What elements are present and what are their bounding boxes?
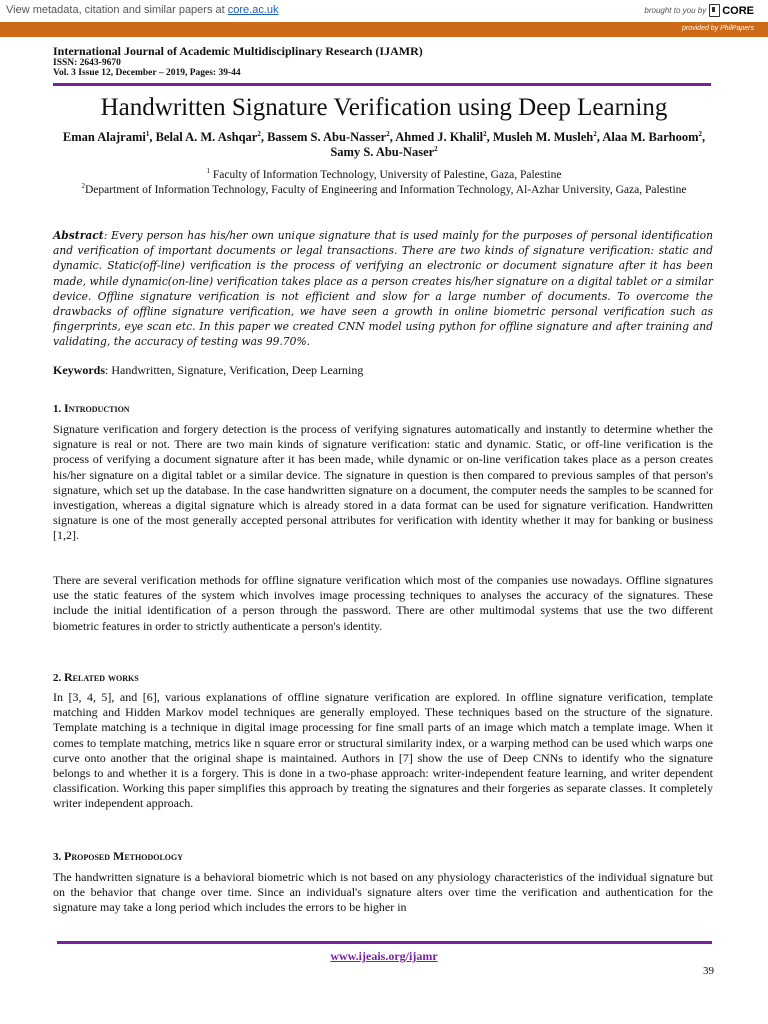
paragraph: The handwritten signature is a behavioral biometric which is not based on any physiology characteristics of the individual signature but on the behavior that change over time. Since an individual's signature alters over time the verification and authentication for the signature may take a long period which includes the errors to be higher in [53,870,713,915]
keywords-text: : Handwritten, Signature, Verification, Deep Learning [105,363,364,377]
journal-header [53,45,423,78]
author: Samy S. Abu-Naser$^2$ [330,144,438,159]
journal-issn: ISSN: 2643-9670 [53,58,121,68]
paragraph: There are several verification methods for offline signature verification which most of the companies use nowadays. Offline signatures use the static features of the system which involves image processing techniques to analyses the accuracy of the signatures. These include the initial identification of a person through the password. There are other multimodal systems that use the two different biometric features in order to strictly authenticate a person's identity. [53,573,713,633]
author: Ahmed J. Khalil$^2$, [395,129,493,144]
keywords-label: Keywords [53,363,105,377]
affiliation: $^2$Department of Information Technology, Faculty of Engineering and Information Technology, Al-Azhar University, Gaza, Palestine [81,182,687,196]
author: Musleh M. Musleh$^2$, [492,129,603,144]
abstract-label: Abstract [53,229,104,242]
author: Alaa M. Barhoom$^2$, [602,129,706,144]
section-heading-introduction: 1. Introduction [53,401,130,415]
footer-rule [57,941,712,944]
journal-name: International Journal of Academic Multidisciplinary Research (IJAMR) [53,44,423,58]
page-number: 39 [703,965,714,977]
author: Eman Alajrami$^1$, [62,129,156,144]
section-heading-proposed-methodology: 3. Proposed Methodology [53,849,184,863]
author-list [50,130,718,160]
header-rule [53,83,711,86]
abstract-text: : Every person has his/her own unique signature that is used mainly for the purposes of personal identification and verification of important documents or legal transactions. There are two kinds of signature verification: static and dynamic. Static(off-line) verification is the process of verifying an electronic or document signature after it has been made, while dynamic(on-line) verification takes place as a person creates his/her signature on a digital tablet or a similar device. Offline signature verification is not efficient and slow for a large number of documents. To overcome the drawbacks of offline signature verification, we have seen a growth in online biometric personal verification such as fingerprints, eye scan etc. In this paper we created CNN model using python for offline signature and after training and validating, the accuracy of testing was 99.70%. [53,229,713,349]
core-brought-by: brought to you by CORE [644,4,754,17]
core-metadata-text: View metadata, citation and similar papers at core.ac.uk [6,4,279,16]
affiliation: $^1$ Faculty of Information Technology, University of Palestine, Gaza, Palestine [206,167,562,181]
provided-by-bar [0,24,768,37]
paragraph: Signature verification and forgery detection is the process of verifying signatures automatically and instantly to determine whether the signature is real or not. There are two main kinds of signature verification: static and dynamic. Static, or off-line verification is the process of verifying a document signature after it has been made, while dynamic or on-line verification takes place as a person creates his/her signature on a digital tablet or a similar device. The signature in question is then compared to previous samples of that person's signature, which set up the database. In the case handwritten signature on a document, the computer needs the samples to be scanned for investigation, whereas a digital signature which is already stored in a data format can be used for signature verification. Handwritten signature is one of the most generally accepted personal attributes for verification with identity whether it may for banking or business [1,2]. [53,422,713,543]
paragraph: In [3, 4, 5], and [6], various explanations of offline signature verification are explored. In offline signature verification, template matching and Hidden Markov model techniques are generally employed. These techniques based on the structure of the signature. Template matching is a technique in digital image processing for fine small parts of an image which match a template image. When it comes to template matching, metrics like n square error or structural similarity index, or a warping method can be used which warps one curve onto another that the original shape is maintained. Authors in [7] show the use of Deep CNNs to identify who the signature belongs to and whether it is a forgery. This is done in a two-phase approach: writer-independent feature learning, and writer dependent classification. Working this paper simplifies this approach by treating the signatures and their forgeries as separate classes. It completely writer independent approach. [53,690,713,811]
core-logo-icon [709,4,720,17]
footer [0,949,768,964]
journal-website-link[interactable]: www.ijeais.org/ijamr [330,949,438,963]
author: Belal A. M. Ashqar$^2$, [155,129,268,144]
core-logo[interactable]: CORE [709,4,754,17]
section-heading-related-works: 2. Related works [53,670,139,684]
abstract [53,228,713,350]
paper-title: Handwritten Signature Verification using Deep Learning [100,94,668,121]
author: Bassem S. Abu-Nasser$^2$, [267,129,396,144]
affiliations [50,168,718,198]
core-banner [0,0,768,24]
core-link[interactable]: core.ac.uk [227,4,279,16]
keywords [53,363,713,378]
journal-volume: Vol. 3 Issue 12, December – 2019, Pages: 39-44 [53,68,241,78]
provided-by-text: provided by PhilPapers [682,25,754,32]
